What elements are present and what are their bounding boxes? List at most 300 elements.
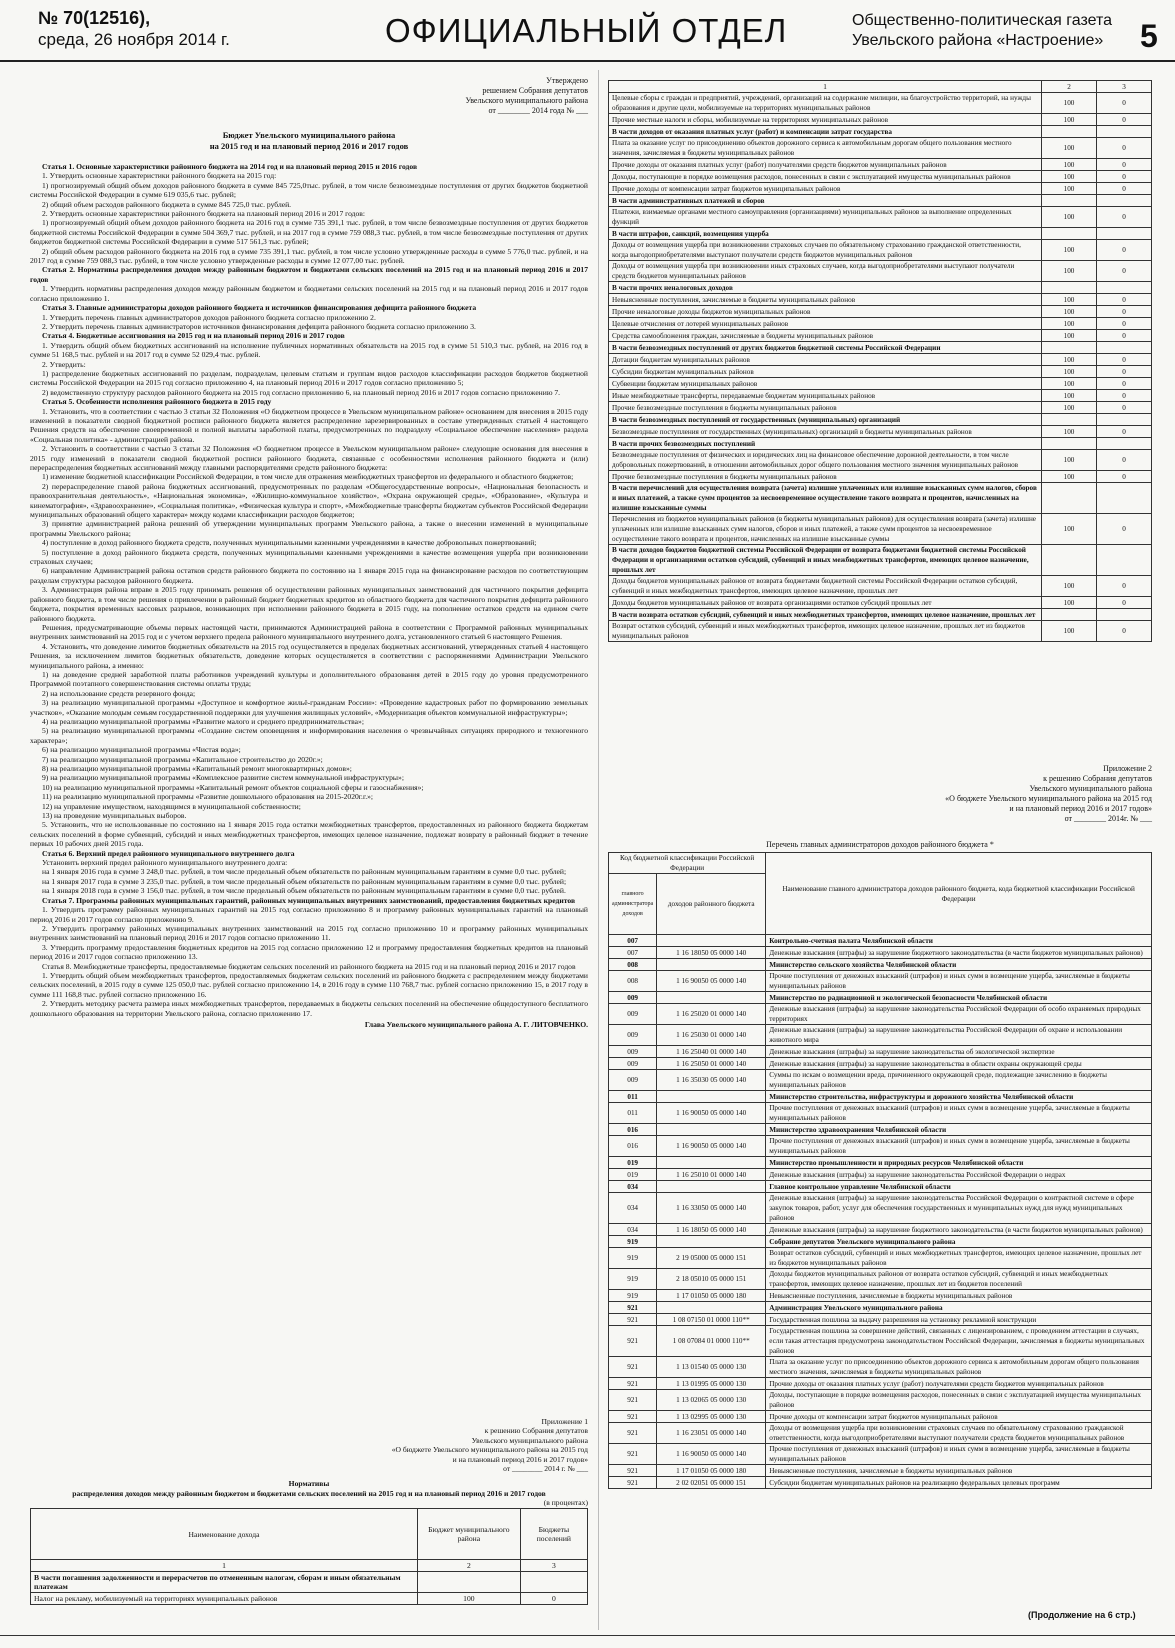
article-paragraph: 2. Утвердить программу районных муниципальных внутренних заимствований на 2015 год согласно приложению 10 и программу районных муниципальных внутренних заимствований на плановый период 2016 и 2017 годов согласно приложению 11. <box>30 923 588 943</box>
admin-name: Денежные взыскания (штрафы) за нарушение законодательства Российской Федерации о контрактной системе в сфере закупок товаров, работ, услуг для обеспечения государственных и муниципальных нужд для нужд муниципальных районов <box>766 1193 1152 1224</box>
table-row <box>609 1357 1152 1378</box>
admin-name: Суммы по искам о возмещении вреда, причиненного окружающей среде, подлежащие зачислению в бюджеты муниципальных районов <box>766 1070 1152 1091</box>
table-row <box>31 1593 588 1605</box>
table-row <box>609 1070 1152 1091</box>
admin-code: 034 <box>609 1193 657 1224</box>
settlement-share: 0 <box>1097 576 1152 597</box>
appendix1-header <box>30 1417 588 1508</box>
admin-code: 921 <box>609 1357 657 1378</box>
settlement-share: 0 <box>1097 450 1152 471</box>
district-share <box>1042 195 1097 207</box>
income-name: Безвозмездные поступления от государственных (муниципальных) организаций в бюджеты муниципальных районов <box>609 426 1042 438</box>
income-code: 1 17 01050 05 0000 180 <box>657 1290 766 1302</box>
section-row <box>609 959 1152 971</box>
settlement-share: 0 <box>1097 366 1152 378</box>
admin-code: 011 <box>609 1091 657 1103</box>
appendix1-subtitle: распределения доходов между районным бюджетом и бюджетами сельских поселений на 2015 год и на плановый период 2016 и 2017 годов <box>72 1488 546 1498</box>
income-code: 2 19 05000 05 0000 151 <box>657 1248 766 1269</box>
admin-name: Денежные взыскания (штрафы) за нарушение бюджетного законодательства (в части бюджетов муниципальных районов) <box>766 947 1152 959</box>
settlement-share <box>1097 342 1152 354</box>
table-row <box>609 318 1152 330</box>
table-row <box>609 1465 1152 1477</box>
settlement-share: 0 <box>1097 471 1152 483</box>
settlement-share: 0 <box>1097 261 1152 282</box>
table-row <box>609 1025 1152 1046</box>
admin-code: 921 <box>609 1378 657 1390</box>
table-row <box>609 1248 1152 1269</box>
article-paragraph: Установить верхний предел районного муниципального внутреннего долга: <box>42 858 288 868</box>
admin-code: 008 <box>609 971 657 992</box>
admin-name: Прочие поступления от денежных взысканий (штрафов) и иных сумм в возмещение ущерба, зачисляемые в бюджеты муниципальных районов <box>766 1103 1152 1124</box>
income-code: 1 16 35030 05 0000 140 <box>657 1070 766 1091</box>
article-paragraph: на 1 января 2018 года в сумме 3 156,0 тыс. рублей, в том числе предельный объем обязательств по районным муниципальным гарантиям в сумме 0,0 тыс. рублей. <box>42 886 566 896</box>
column-header: Бюджет муниципального района <box>418 1509 521 1560</box>
document-title <box>30 130 588 152</box>
table-row <box>609 366 1152 378</box>
income-code: 1 17 01050 05 0000 180 <box>657 1465 766 1477</box>
table-header-row <box>31 1509 588 1560</box>
article-paragraph: 10) на реализацию муниципальной программы «Капитальный ремонт объектов социальной сферы и газоснабжения»; <box>42 782 424 792</box>
admin-name: Государственная пошлина за выдачу разрешения на установку рекламной конструкции <box>766 1314 1152 1326</box>
income-name: В части штрафов, санкций, возмещения ущерба <box>609 228 1042 240</box>
admin-name: Денежные взыскания (штрафы) за нарушение законодательства Российской Федерации о недрах <box>766 1169 1152 1181</box>
admin-name: Государственная пошлина за совершение действий, связанных с лицензированием, с проведением аттестации в случаях, если такая аттестация предусмотрена законодательством Российской Федерации, зачисляемая в бюджеты муниципальных районов <box>766 1326 1152 1357</box>
title-line1: Бюджет Увельского муниципального района <box>222 130 396 140</box>
norms-table-continued <box>608 80 1152 642</box>
section-row <box>609 414 1152 426</box>
income-code: 1 16 90050 05 0000 140 <box>657 1103 766 1124</box>
approval-line: Увельского муниципального района <box>465 96 588 105</box>
income-code <box>657 1236 766 1248</box>
appendix2-ref-line: «О бюджете Увельского муниципального района на 2015 год <box>945 794 1152 803</box>
table-row <box>609 378 1152 390</box>
admin-name: Министерство сельского хозяйства Челябинской области <box>766 959 1152 971</box>
page-header <box>0 0 1175 62</box>
appendix1-ref-line: Приложение 1 <box>541 1417 588 1426</box>
settlement-share: 0 <box>1097 390 1152 402</box>
income-name: Целевые сборы с граждан и предприятий, учреждений, организаций на содержание милиции, на благоустройство территорий, на нужды образования и другие цели, мобилизуемые на территориях муниципальных районов <box>609 93 1042 114</box>
district-share: 100 <box>1042 354 1097 366</box>
section-row <box>609 545 1152 576</box>
income-code: 1 16 25050 01 0000 140 <box>657 1058 766 1070</box>
admin-name: Министерство по радиационной и экологической безопасности Челябинской области <box>766 992 1152 1004</box>
section-row <box>609 1124 1152 1136</box>
appendix1-ref-line: к решению Собрания депутатов <box>484 1426 588 1436</box>
article-paragraph: 4) поступление в доход районного бюджета средств, полученных муниципальными казенными учреждениями в качестве добровольных пожертвований; <box>42 538 537 548</box>
article-paragraph: 2) на использование средств резервного фонда; <box>42 688 196 698</box>
column-divider <box>598 70 599 1630</box>
article-paragraph: 1. Утвердить основные характеристики районного бюджета на 2015 год: <box>42 171 277 181</box>
income-name: Дотации бюджетам муниципальных районов <box>609 354 1042 366</box>
income-name: В части прочих безвозмездных поступлений <box>609 438 1042 450</box>
table-row <box>609 1046 1152 1058</box>
income-code: 1 13 01540 05 0000 130 <box>657 1357 766 1378</box>
district-share <box>1042 545 1097 576</box>
article-paragraph: 3) на реализацию муниципальной программы «Доступное и комфортное жильё-гражданам России»: «Проведение кадастровых работ по формированию земельных участков», «Оказание молодым семьям государственной поддержки для улучшения жилищных условий», «Модернизация объектов коммунальной инфраструктуры»; <box>30 698 588 717</box>
settlement-share <box>1097 545 1152 576</box>
admin-code: 019 <box>609 1157 657 1169</box>
district-share: 100 <box>1042 621 1097 642</box>
income-code <box>657 1302 766 1314</box>
income-code: 2 18 05010 05 0000 151 <box>657 1269 766 1290</box>
table-row <box>609 159 1152 171</box>
section-title: ОФИЦИАЛЬНЫЙ ОТДЕЛ <box>385 12 788 49</box>
article-paragraph: 2. Утвердить перечень главных администраторов источников финансирования дефицита районного бюджета согласно приложению 3. <box>42 321 476 331</box>
district-share <box>1042 438 1097 450</box>
appendix2-ref-line: от ________ 2014г. № ___ <box>1064 814 1152 823</box>
article-paragraph: Решения, предусматривающие объемы первых настоящей части, принимаются Администрацией района в соответствии с Программой районных муниципальных внутренних заимствований на 2015 год и с учетом верхнего предела районного муниципального внутреннего долга, установленного статьей 6 настоящего Решения. <box>30 622 588 642</box>
district-share <box>1042 126 1097 138</box>
district-share: 100 <box>1042 366 1097 378</box>
admin-name: Денежные взыскания (штрафы) за нарушение законодательства Российской Федерации об охране и использовании животного мира <box>766 1025 1152 1046</box>
income-name: Субсидии бюджетам муниципальных районов <box>609 366 1042 378</box>
settlement-share: 0 <box>1097 318 1152 330</box>
district-share <box>1042 282 1097 294</box>
article-paragraph: 3) принятие администрацией района решений об утверждении муниципальных программ Увельского района, а также о внесении изменений в муниципальные программы Увельского района; <box>30 519 588 538</box>
income-name: Перечисления из бюджетов муниципальных районов (в бюджеты муниципальных районов) для осуществления возврата (зачета) излишне уплаченных или излишне взысканных сумм налогов, сборов и иных платежей, а также сумм процентов за несвоевременное осуществление такого возврата и процентов, начисленных на излишне взысканные суммы <box>609 514 1042 545</box>
admin-name: Плата за оказание услуг по присоединению объектов дорожного сервиса к автомобильным дорогам общего пользования местного значения, зачисляемая в бюджеты муниципальных районов <box>766 1357 1152 1378</box>
admin-name: Невыясненные поступления, зачисляемые в бюджеты муниципальных районов <box>766 1290 1152 1302</box>
table-row <box>609 1314 1152 1326</box>
admin-name: Прочие поступления от денежных взысканий (штрафов) и иных сумм в возмещение ущерба, зачисляемые в бюджеты муниципальных районов <box>766 1136 1152 1157</box>
income-code: 1 13 01995 05 0000 130 <box>657 1378 766 1390</box>
district-share: 100 <box>1042 93 1097 114</box>
appendix1-unit: (в процентах) <box>543 1498 588 1508</box>
article-paragraph: на 1 января 2017 года в сумме 3 235,0 тыс. рублей, в том числе предельный объем обязательств по районным муниципальным гарантиям в сумме 0,0 тыс. рублей; <box>42 876 567 886</box>
admin-name: Невыясненные поступления, зачисляемые в бюджеты муниципальных районов <box>766 1465 1152 1477</box>
income-name: Безвозмездные поступления от физических и юридических лиц на финансовое обеспечение дорожной деятельности, в том числе добровольных пожертвований, в отношении автомобильных дорог общего пользования местного значения муниципальных районов <box>609 450 1042 471</box>
income-name: В части безвозмездных поступлений от других бюджетов бюджетной системы Российской Федерации <box>609 342 1042 354</box>
admin-name: Возврат остатков субсидий, субвенций и иных межбюджетных трансфертов, имеющих целевое назначение, прошлых лет из бюджетов муниципальных районов <box>766 1248 1152 1269</box>
section-row <box>609 609 1152 621</box>
admin-name: Денежные взыскания (штрафы) за нарушение законодательства об экологической экспертизе <box>766 1046 1152 1058</box>
income-code: 1 16 33050 05 0000 140 <box>657 1193 766 1224</box>
income-name: В части возврата остатков субсидий, субвенций и иных межбюджетных трансфертов, имеющих целевое назначение, прошлых лет <box>609 609 1042 621</box>
settlement-share: 0 <box>1097 93 1152 114</box>
appendix2-ref-line: Приложение 2 <box>1103 764 1152 773</box>
settlement-share: 0 <box>1097 207 1152 228</box>
table-row <box>609 1290 1152 1302</box>
appendix2-reference <box>830 764 1152 824</box>
appendix1-ref-line: от ________ 2014 г. № ___ <box>503 1464 588 1474</box>
approval-line: решением Собрания депутатов <box>482 86 588 95</box>
section-row <box>609 228 1152 240</box>
admin-name: Доходы бюджетов муниципальных районов от возврата остатков субсидий, субвенций и иных межбюджетных трансфертов, имеющих целевое назначение, прошлых лет из бюджетов поселений <box>766 1269 1152 1290</box>
income-name: Налог на рекламу, мобилизуемый на территориях муниципальных районов <box>31 1593 418 1605</box>
income-name: Доходы бюджетов муниципальных районов от возврата бюджетами бюджетной системы Российской Федерации остатков субсидий, субвенций и иных межбюджетных трансфертов, имеющих целевое назначение, прошлых лет <box>609 576 1042 597</box>
article-paragraph: 7) на реализацию муниципальной программы «Капитальное строительство до 2020г.»; <box>42 754 323 764</box>
table-row <box>609 1169 1152 1181</box>
district-share: 100 <box>1042 471 1097 483</box>
article-paragraph: на 1 января 2016 года в сумме 3 248,0 тыс. рублей, в том числе предельный объем обязательств по районным муниципальным гарантиям в сумме 0,0 тыс. рублей; <box>42 867 567 877</box>
settlement-share: 0 <box>1097 159 1152 171</box>
continued-note: (Продолжение на 6 стр.) <box>1028 1610 1136 1620</box>
article-paragraph: 2. Утвердить методику расчета размера иных межбюджетных трансфертов, передаваемых в бюджеты сельских поселений на обеспечение общедоступного бесплатного дошкольного образования на территории Увельского района, согласно приложению 17. <box>30 999 588 1018</box>
article-paragraph: 1. Утвердить общий объем межбюджетных трансфертов, предоставляемых бюджетам сельских поселений из районного бюджета с распределением между бюджетами сельских поселений, в 2015 году в сумме 125 050,0 тыс. рублей согласно приложению 14, в 2016 году в сумме 110 768,7 тыс. рублей согласно приложению 15, в 2017 году в сумме 111 168,8 тыс. рублей согласно приложению 16. <box>30 970 588 999</box>
district-share: 100 <box>1042 378 1097 390</box>
section-row <box>609 195 1152 207</box>
section-row <box>609 342 1152 354</box>
table-row <box>609 330 1152 342</box>
admin-code: 016 <box>609 1124 657 1136</box>
signature: Глава Увельского муниципального района А. Г. ЛИТОВЧЕНКО. <box>364 1019 588 1029</box>
income-name: Иные межбюджетные трансферты, передаваемые бюджетам муниципальных районов <box>609 390 1042 402</box>
settlement-share: 0 <box>1097 621 1152 642</box>
issue-number: № 70(12516), <box>38 8 151 28</box>
article-paragraph: 9) на реализацию муниципальной программы «Комплексное развитие систем коммунальной инфраструктуры»; <box>42 773 404 783</box>
admin-name: Прочие поступления от денежных взысканий (штрафов) и иных сумм в возмещение ущерба, зачисляемые в бюджеты муниципальных районов <box>766 971 1152 992</box>
table-row <box>609 93 1152 114</box>
admin-code-header: главного администратора доходов <box>609 874 657 935</box>
approval-block <box>30 76 588 116</box>
settlement-share: 0 <box>1097 354 1152 366</box>
admin-code: 921 <box>609 1477 657 1489</box>
admin-name: Доходы, поступающие в порядке возмещения расходов, понесенных в связи с эксплуатацией имущества муниципальных районов <box>766 1390 1152 1411</box>
income-name: В части административных платежей и сборов <box>609 195 1042 207</box>
table-row <box>609 947 1152 959</box>
admin-code: 919 <box>609 1248 657 1269</box>
bottom-rule <box>0 1635 1175 1636</box>
admin-name: Контрольно-счетная палата Челябинской области <box>766 935 1152 947</box>
settlement-share <box>1097 483 1152 514</box>
admin-name: Прочие доходы от оказания платных услуг (работ) получателями средств бюджетов муниципальных районов <box>766 1378 1152 1390</box>
article-paragraph: 2. Утвердить основные характеристики районного бюджета на плановый период 2016 и 2017 годов: <box>42 209 366 219</box>
admin-name: Собрание депутатов Увельского муниципального района <box>766 1236 1152 1248</box>
income-name: Целевые отчисления от лотерей муниципальных районов <box>609 318 1042 330</box>
table-row <box>609 1269 1152 1290</box>
table-row <box>609 1136 1152 1157</box>
income-code: 1 16 18050 05 0000 140 <box>657 1224 766 1236</box>
district-share <box>418 1572 521 1593</box>
article-paragraph: 12) на управление имуществом, находящимся в муниципальной собственности; <box>42 801 301 811</box>
article-paragraph: 1) на доведение средней заработной платы работников учреждений культуры и дополнительного образования детей в 2015 году до уровня предусмотренного Программой поэтапного совершенствования системы оплаты труда; <box>30 669 588 689</box>
income-name: Доходы бюджетов муниципальных районов от возврата организациями остатков субсидий прошлых лет <box>609 597 1042 609</box>
district-share <box>1042 609 1097 621</box>
article-paragraph: 2) ведомственную структуру расходов районного бюджета на 2015 год согласно приложению 6, на плановый период 2016 и 2017 годов согласно приложению 7. <box>42 387 561 397</box>
table-row <box>609 1326 1152 1357</box>
section-row <box>609 282 1152 294</box>
article-paragraph: 2) перераспределение главой района бюджетных ассигнований, предусмотренных по разделам «Общегосударственные вопросы», «Национальная безопасность и правоохранительная деятельность», «Национальная экономика», «Жилищно-коммунальное хозяйство», «Охрана окружающей среды», «Образование», «Культура и кинематография», «Здравоохранение», «Социальная политика», «Физическая культура и спорт», «Межбюджетные трансферты бюджетам субъектов Российской Федерации муниципальных образований общего характера» между кодами классификации расходов бюджетов; <box>30 481 588 520</box>
settlement-share: 0 <box>1097 294 1152 306</box>
income-name: Невыясненные поступления, зачисляемые в бюджеты муниципальных районов <box>609 294 1042 306</box>
income-name: В части безвозмездных поступлений от государственных (муниципальных) организаций <box>609 414 1042 426</box>
article-paragraph: 1) прогнозируемый общий объем доходов районного бюджета в сумме 845 725,0тыс. рублей, в том числе безвозмездные поступления от других бюджетов бюджетной системы Российской Федерации в сумме 619 035,6 тыс. рублей; <box>30 180 588 200</box>
district-share: 100 <box>1042 294 1097 306</box>
table-row <box>609 1058 1152 1070</box>
table-row <box>609 971 1152 992</box>
article-paragraph: 1) прогнозируемый общий объем доходов районного бюджета на 2016 год в сумме 735 391,1 тыс. рублей, в том числе безвозмездные поступления от других бюджетов бюджетной системы Российской Федерации в сумме 504 369,7 тыс. рублей, и на 2017 год в сумме 759 088,3 тыс. рублей, в том числе безвозмездные поступления от других бюджетов бюджетной системы Российской Федерации в сумме 517 561,3 тыс. рублей; <box>30 218 588 247</box>
income-name: Плата за оказание услуг по присоединению объектов дорожного сервиса к автомобильным дорогам общего пользования местного значения, зачисляемая в бюджеты муниципальных районов <box>609 138 1042 159</box>
section-row <box>609 1181 1152 1193</box>
income-name: Прочие доходы от компенсации затрат бюджетов муниципальных районов <box>609 183 1042 195</box>
settlement-share: 0 <box>1097 240 1152 261</box>
district-share: 100 <box>1042 261 1097 282</box>
district-share: 100 <box>1042 330 1097 342</box>
settlement-share <box>1097 609 1152 621</box>
admin-code: 009 <box>609 1058 657 1070</box>
article-paragraph: 1. Утвердить общий объем бюджетных ассигнований на исполнение публичных нормативных обязательств на 2015 год в сумме 51 510,3 тыс. рублей, на 2016 год в сумме 51 168,5 тыс. рублей и на 2017 год в сумме 52 029,4 тыс. рублей. <box>30 340 588 360</box>
paper-name-line1: Общественно-политическая газета <box>852 12 1113 29</box>
income-code <box>657 1157 766 1169</box>
table-row <box>609 114 1152 126</box>
code-column-header: Код бюджетной классификации Российской Федерации <box>609 853 766 874</box>
table-row <box>609 261 1152 282</box>
article-paragraph: 1. Утвердить нормативы распределения доходов между районным бюджетом и бюджетами сельских поселений на 2015 год и на плановый период 2016 и 2017 годов согласно приложению 1. <box>30 284 588 303</box>
admin-code: 009 <box>609 1004 657 1025</box>
article-paragraph: 1) распределение бюджетных ассигнований по разделам, подразделам, целевым статьям и группам видов расходов классификации расходов бюджетов бюджетной системы Российской Федерации на 2015 год согласно приложению 4, на плановый период 2016 и 2017 годов согласно приложению 5; <box>30 368 588 388</box>
income-name: Прочие безвозмездные поступления в бюджеты муниципальных районов <box>609 402 1042 414</box>
district-share: 100 <box>1042 171 1097 183</box>
article-heading: Статья 4. Бюджетные ассигнования на 2015 год и на плановый период 2016 и 2017 годов <box>42 331 345 341</box>
district-share: 100 <box>418 1593 521 1605</box>
district-share: 100 <box>1042 597 1097 609</box>
approval-line: Утверждено <box>546 76 588 85</box>
income-code: 1 16 90050 05 0000 140 <box>657 1136 766 1157</box>
admin-code: 009 <box>609 1070 657 1091</box>
district-share: 100 <box>1042 450 1097 471</box>
settlement-share: 0 <box>1097 378 1152 390</box>
settlement-share <box>520 1572 587 1593</box>
article-paragraph: 8) на реализацию муниципальной программы «Капитальный ремонт многоквартирных домов»; <box>42 764 352 773</box>
admin-code: 007 <box>609 935 657 947</box>
articles <box>30 162 588 1018</box>
income-code: 1 16 90050 05 0000 140 <box>657 1444 766 1465</box>
table-row <box>609 1004 1152 1025</box>
table-row <box>609 402 1152 414</box>
admin-code: 009 <box>609 1025 657 1046</box>
admin-code: 921 <box>609 1302 657 1314</box>
admin-code: 919 <box>609 1290 657 1302</box>
article-paragraph: 1. Утвердить программу районных муниципальных гарантий на 2015 год согласно приложению 8 и программу районных муниципальных гарантий на плановый период 2016 и 2017 годов согласно приложению 9. <box>30 905 588 924</box>
appendix1-ref-line: Увельского муниципального района <box>471 1435 588 1445</box>
income-code: 2 02 02051 05 0000 151 <box>657 1477 766 1489</box>
admin-name: Главное контрольное управление Челябинской области <box>766 1181 1152 1193</box>
income-name: Прочие доходы от оказания платных услуг (работ) получателями средств бюджетов муниципальных районов <box>609 159 1042 171</box>
income-code: 1 16 25010 01 0000 140 <box>657 1169 766 1181</box>
section-row <box>609 438 1152 450</box>
article-heading: Статья 2. Нормативы распределения доходов между районным бюджетом и бюджетами сельских поселений на 2015 год и на плановый период 2016 и 2017 годов <box>30 265 588 284</box>
column-number: 2 <box>418 1560 521 1572</box>
table-row <box>609 450 1152 471</box>
income-code: 1 08 07150 01 0000 110** <box>657 1314 766 1326</box>
article-paragraph: 1) изменение бюджетной классификации Российской Федерации, в том числе для отражения межбюджетных трансфертов из федерального и областного бюджетов; <box>42 472 574 482</box>
admin-name: Денежные взыскания (штрафы) за нарушение бюджетного законодательства (в части бюджетов муниципальных районов) <box>766 1224 1152 1236</box>
appendix1-table <box>30 1508 588 1605</box>
district-share: 100 <box>1042 159 1097 171</box>
appendix2-title: Перечень главных администраторов доходов районного бюджета * <box>766 840 994 849</box>
appendix1-reference <box>30 1417 588 1473</box>
table-row <box>609 1378 1152 1390</box>
income-code <box>657 1091 766 1103</box>
section-row <box>609 1157 1152 1169</box>
income-name: Прочие безвозмездные поступления в бюджеты муниципальных районов <box>609 471 1042 483</box>
district-share <box>1042 228 1097 240</box>
income-code <box>657 1124 766 1136</box>
admin-code: 034 <box>609 1224 657 1236</box>
district-share: 100 <box>1042 426 1097 438</box>
settlement-share: 0 <box>1097 402 1152 414</box>
income-name: Прочие местные налоги и сборы, мобилизуемые на территориях муниципальных районов <box>609 114 1042 126</box>
district-share <box>1042 342 1097 354</box>
appendix2-ref-line: Увельского муниципального района <box>1029 784 1152 793</box>
admin-code: 008 <box>609 959 657 971</box>
article-heading: Статья 7. Программы районных муниципальных гарантий, районных муниципальных внутренних заимствований, предоставления бюджетных кредитов <box>42 895 576 905</box>
income-name: Прочие неналоговые доходы бюджетов муниципальных районов <box>609 306 1042 318</box>
section-row <box>31 1572 588 1593</box>
section-row <box>609 992 1152 1004</box>
article-paragraph: 13) на проведение муниципальных выборов. <box>42 811 187 821</box>
settlement-share <box>1097 414 1152 426</box>
article-paragraph: 2) общий объем расходов районного бюджета в сумме 845 725,0 тыс. рублей. <box>42 199 292 209</box>
admin-code: 034 <box>609 1181 657 1193</box>
table-row <box>609 306 1152 318</box>
income-name: Возврат остатков субсидий, субвенций и иных межбюджетных трансфертов, имеющих целевое назначение, прошлых лет из бюджетов муниципальных районов <box>609 621 1042 642</box>
approval-line: от ________ 2014 года № ___ <box>488 106 588 115</box>
settlement-share <box>1097 228 1152 240</box>
district-share: 100 <box>1042 306 1097 318</box>
table-row <box>609 294 1152 306</box>
income-code: 1 13 02065 05 0000 130 <box>657 1390 766 1411</box>
article-paragraph: 6) на реализацию муниципальной программы «Чистая вода»; <box>42 745 241 755</box>
income-name: В части перечислений для осуществления возврата (зачета) излишне уплаченных или излишне взысканных сумм налогов, сборов и иных платежей, а также сумм процентов за несвоевременное осуществление такого возврата и процентов, начисленных на излишне взысканные суммы <box>609 483 1042 514</box>
issue-date: среда, 26 ноября 2014 г. <box>38 30 230 49</box>
settlement-share <box>1097 438 1152 450</box>
settlement-share: 0 <box>1097 114 1152 126</box>
table-row <box>609 1224 1152 1236</box>
table-row <box>609 621 1152 642</box>
settlement-share: 0 <box>1097 514 1152 545</box>
appendix2-ref-line: и на плановый период 2016 и 2017 годов» <box>1009 804 1152 813</box>
section-row <box>609 1091 1152 1103</box>
district-share <box>1042 483 1097 514</box>
settlement-share <box>1097 195 1152 207</box>
article-heading: Статья 3. Главные администраторы доходов районного бюджета и источников финансирования дефицита районного бюджета <box>42 303 477 313</box>
table-row <box>609 1444 1152 1465</box>
admin-code: 921 <box>609 1423 657 1444</box>
article-paragraph: 3. Администрация района вправе в 2015 году принимать решения об осуществлении районных муниципальных заимствований для частичного покрытия дефицита районного бюджета, в том числе решения о привлечении в районный бюджет бюджетных кредитов из областного бюджета для частичного покрытия дефицита районного бюджета, покрытия временных кассовых разрывов, возникающих при исполнении районного бюджета в 2015 году, на пополнение остатков средств на едином счете районного бюджета. <box>30 585 588 623</box>
article-paragraph: 4) на реализацию муниципальной программы «Развитие малого и среднего предпринимательства»; <box>42 716 364 726</box>
income-code: 1 08 07084 01 0000 110** <box>657 1326 766 1357</box>
table-row <box>609 183 1152 195</box>
admin-code: 009 <box>609 992 657 1004</box>
income-name: Доходы от возмещения ущерба при возникновении иных страховых случаев, когда выгодоприобретателями выступают получатели средств бюджетов муниципальных районов <box>609 261 1042 282</box>
table-row <box>609 597 1152 609</box>
income-code <box>657 959 766 971</box>
settlement-share: 0 <box>520 1593 587 1605</box>
district-share: 100 <box>1042 318 1097 330</box>
name-column-header: Наименование главного администратора доходов районного бюджета, кода бюджетной классификации Российской Федерации <box>766 853 1152 935</box>
admin-code: 009 <box>609 1046 657 1058</box>
table-row <box>609 354 1152 366</box>
admin-code: 019 <box>609 1169 657 1181</box>
admin-name: Субсидии бюджетам муниципальных районов на реализацию федеральных целевых программ <box>766 1477 1152 1489</box>
article-paragraph: 6) направление Администрацией района остатков средств районного бюджета по состоянию на 1 января 2015 года на финансирование расходов по соответствующим разделам структуры расходов районного бюджета. <box>30 566 588 585</box>
article-paragraph: 1. Установить, что в соответствии с частью 3 статьи 32 Положения «О бюджетном процессе в Увельском муниципальном районе» основанием для внесения в 2015 году изменений в показатели сводной бюджетной росписи районного бюджета является распределение зарезервированных в составе утвержденных статьей 4 настоящего Решения средств на обеспечение своевременной и полной выплаты заработной платы, предусмотренных по подразделу «Социальное обеспечение населения» раздела «Социальная политика» - администрацией района. <box>30 406 588 444</box>
table-row <box>609 1411 1152 1423</box>
article-paragraph: 2) общий объем расходов районного бюджета на 2016 год в сумме 735 391,1 тыс. рублей, в том числе условно утвержденные расходы в сумме 5 776,0 тыс. рублей, и на 2017 год в сумме 759 088,3 тыс. рублей, в том числе условно утвержденные расходы в сумме 12 077,00 тыс. рублей. <box>30 246 588 266</box>
district-share: 100 <box>1042 114 1097 126</box>
income-name: Доходы, поступающие в порядке возмещения расходов, понесенных в связи с эксплуатацией имущества муниципальных районов <box>609 171 1042 183</box>
table-row <box>609 138 1152 159</box>
column-number: 3 <box>1097 81 1152 93</box>
admin-name: Денежные взыскания (штрафы) за нарушение законодательства Российской Федерации об особо охраняемых природных территориях <box>766 1004 1152 1025</box>
column-number-row <box>31 1560 588 1572</box>
income-code: 1 16 90050 05 0000 140 <box>657 971 766 992</box>
admin-code: 016 <box>609 1136 657 1157</box>
income-code: 1 16 18050 05 0000 140 <box>657 947 766 959</box>
income-code: 1 13 02995 05 0000 130 <box>657 1411 766 1423</box>
income-code: 1 16 25040 01 0000 140 <box>657 1046 766 1058</box>
